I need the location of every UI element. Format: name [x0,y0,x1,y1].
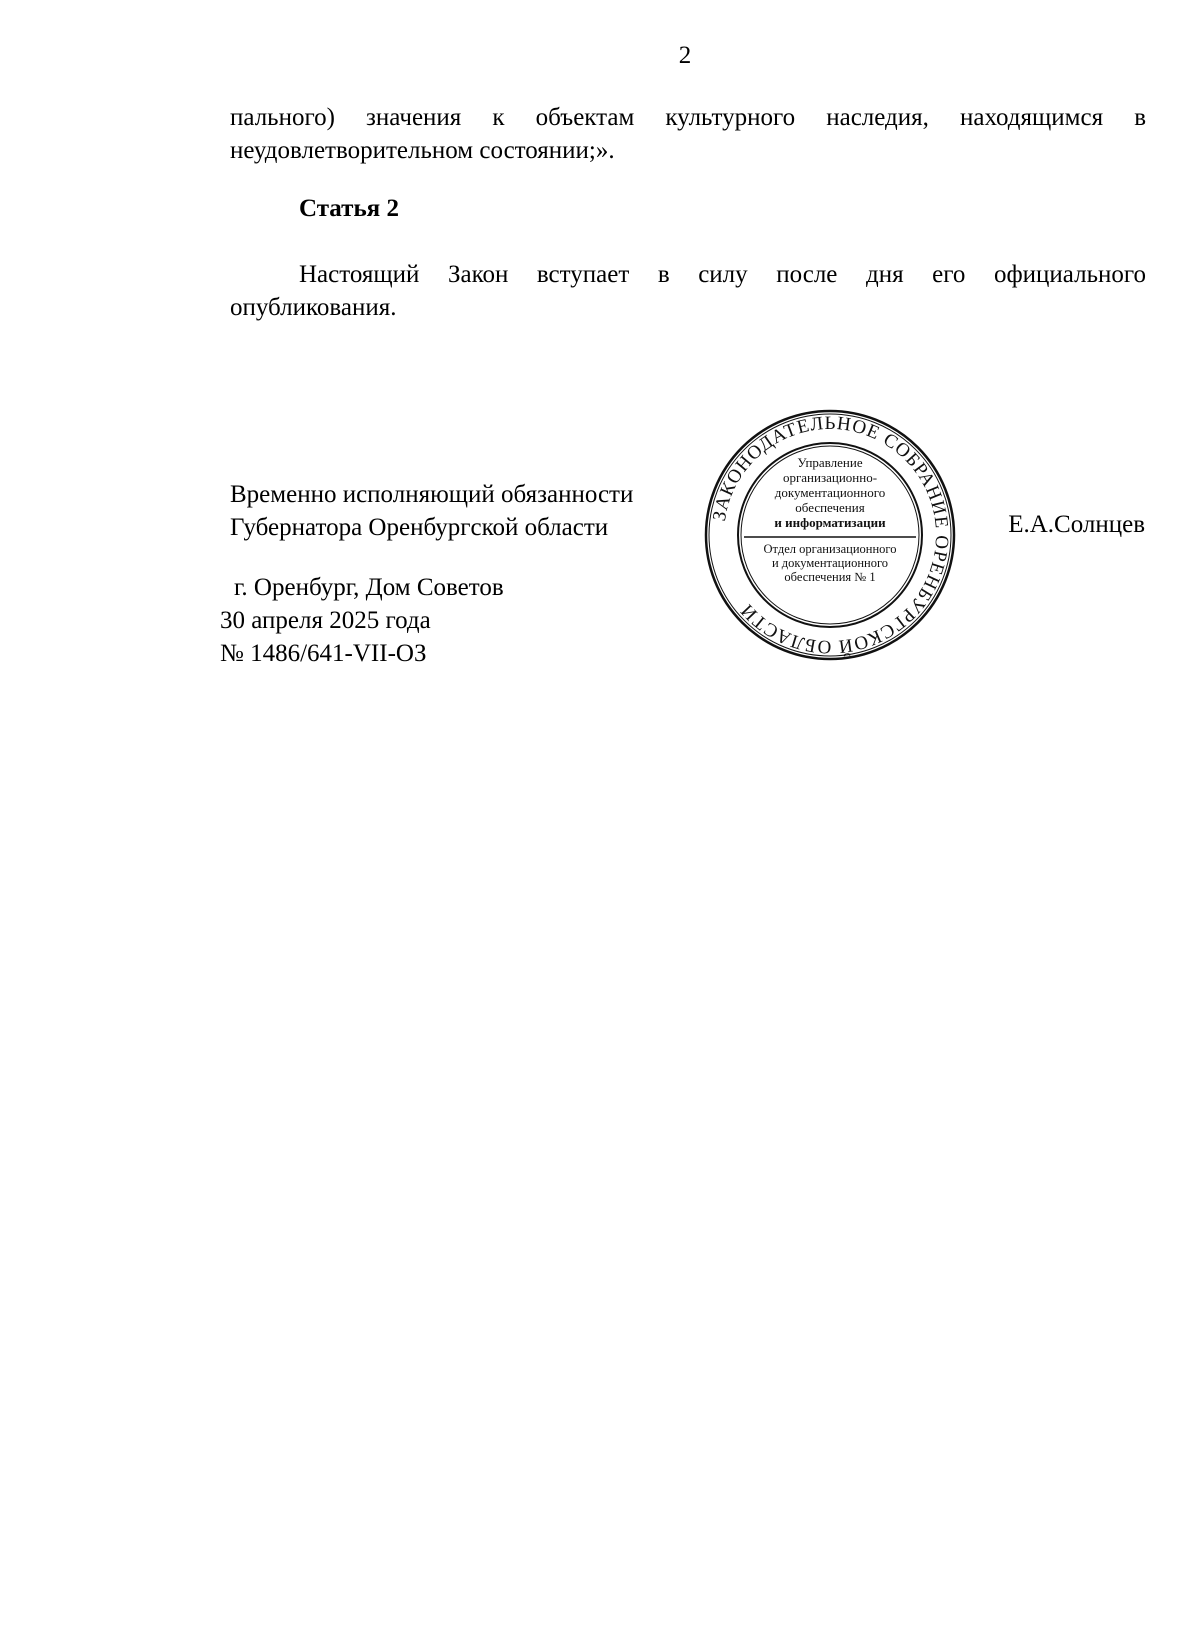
stamp-inner-line: Отдел организационного [763,542,897,556]
paragraph-line: опубликования. [230,294,397,321]
stamp-inner-line: организационно- [782,470,878,485]
signing-place: г. Оренбург, Дом Советов [234,574,504,601]
article-2-paragraph [230,258,1146,324]
stamp-graphic [700,405,960,665]
signer-position-line: Губернатора Оренбургской области [230,514,609,541]
stamp-inner-line: документационного [774,485,886,500]
stamp-outer-circle [706,411,954,659]
paragraph-continuation [230,101,1146,167]
paragraph-line: Настоящий Закон вступает в силу после дня его официального [299,261,1146,288]
signing-date: 30 апреля 2025 года [220,607,431,634]
stamp-inner-line: обеспечения № 1 [784,570,876,584]
stamp-inner-line: и документационного [771,556,889,570]
paragraph-line: пального) значения к объектам культурного наследия, находящимся в [230,104,1146,131]
stamp-inner-line: обеспечения [795,500,865,515]
official-stamp [700,405,960,665]
stamp-inner-line: и информатизации [774,515,886,530]
law-number: № 1486/641-VII-ОЗ [220,640,427,667]
signer-position [230,478,633,544]
page-number: 2 [678,42,692,69]
stamp-ring-text: ЗАКОНОДАТЕЛЬНОЕ СОБРАНИЕ ОРЕНБУРГСКОЙ ОБЛАСТИ [708,412,953,658]
paragraph-line: неудовлетворительном состоянии;». [230,137,615,164]
stamp-inner-line: Управление [797,455,863,470]
signer-position-line: Временно исполняющий обязанности [230,481,634,508]
article-heading: Статья 2 [299,195,399,222]
signer-name: Е.А.Солнцев [1008,511,1145,538]
